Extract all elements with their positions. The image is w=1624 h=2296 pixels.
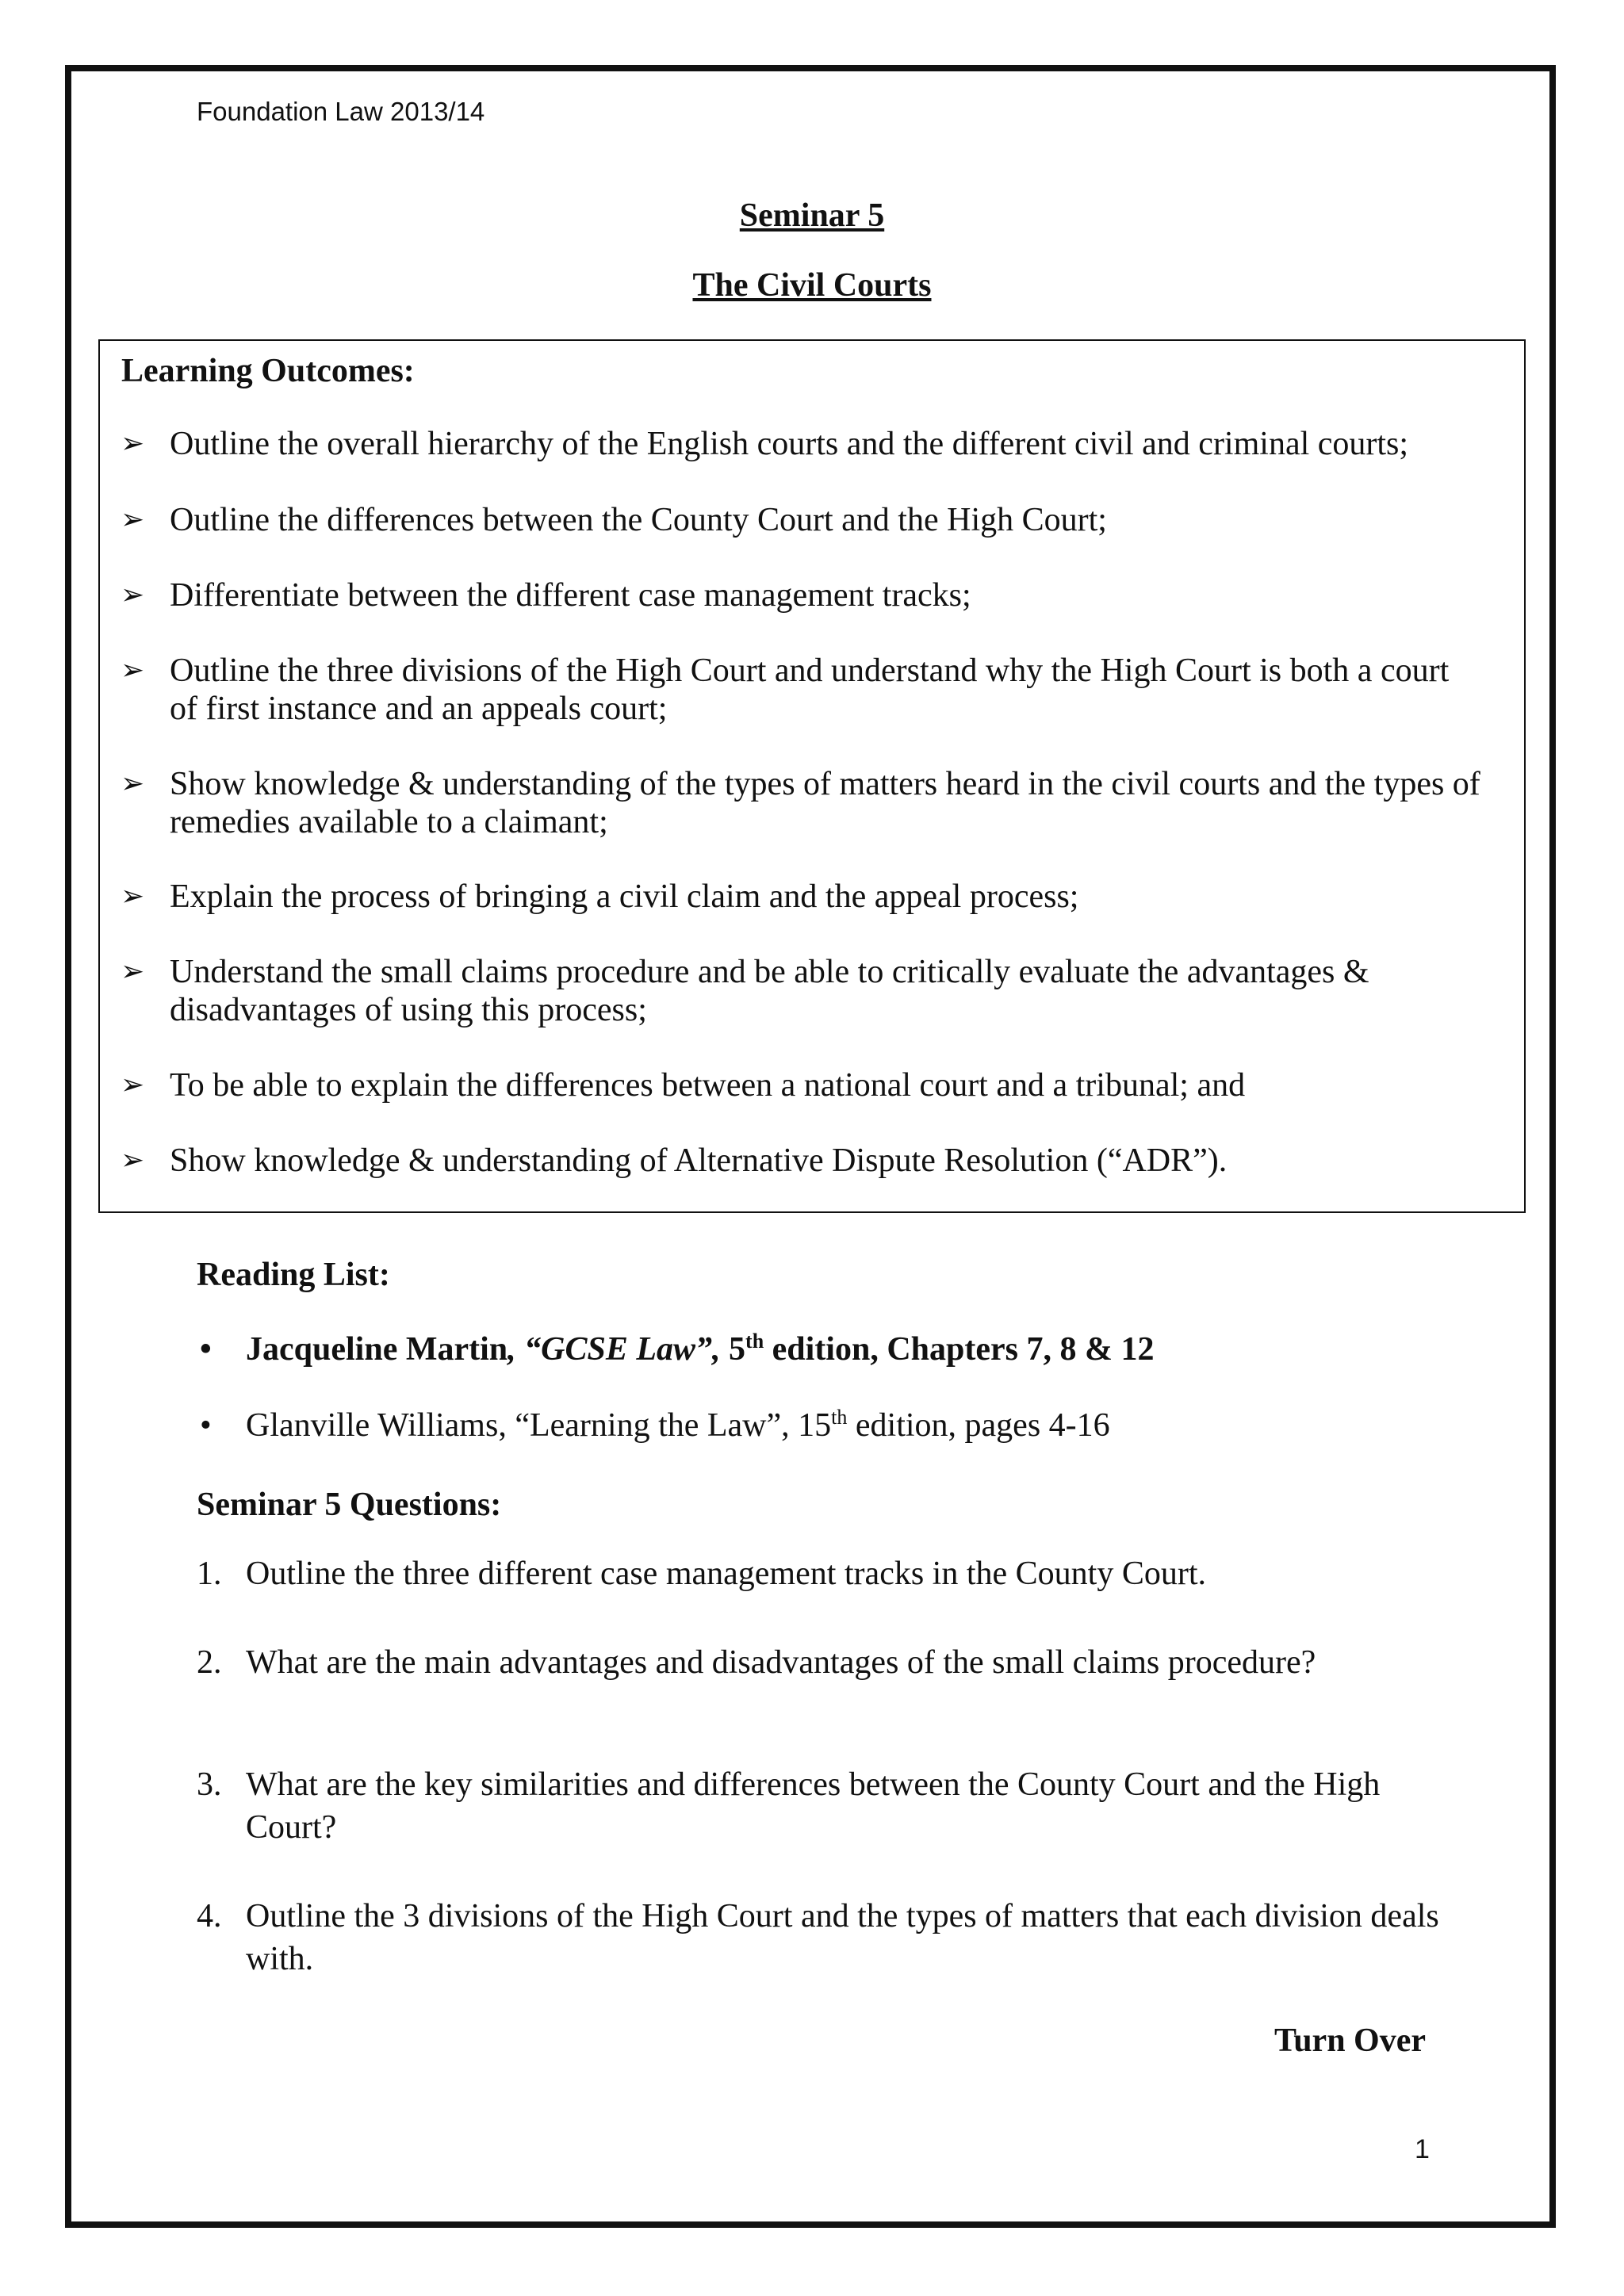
question-text: What are the key similarities and differences between the County Court and the High Court? xyxy=(246,1766,1381,1846)
reading-separator: , xyxy=(498,1407,515,1444)
learning-outcome-item xyxy=(121,1066,1484,1104)
reading-edition-suffix: th xyxy=(745,1330,764,1353)
question-text: Outline the 3 divisions of the High Court and the types of matters that each division deals with. xyxy=(246,1898,1439,1977)
questions-heading: Seminar 5 Questions: xyxy=(197,1487,502,1523)
round-bullet-icon: • xyxy=(200,1407,212,1444)
question-item xyxy=(197,1641,1450,1684)
arrowhead-bullet-icon: ➢ xyxy=(121,1144,145,1177)
reading-details: edition, pages 4-16 xyxy=(847,1407,1110,1444)
reading-details: edition, Chapters 7, 8 & 12 xyxy=(764,1331,1155,1368)
learning-outcome-text: Show knowledge & understanding of Alternative Dispute Resolution (“ADR”). xyxy=(170,1142,1228,1179)
learning-outcome-item xyxy=(121,765,1484,841)
learning-outcome-item xyxy=(121,501,1484,539)
question-number: 1. xyxy=(197,1556,222,1592)
learning-outcome-text: Show knowledge & understanding of the types of matters heard in the civil courts and the types of remedies available to a claimant; xyxy=(170,766,1480,840)
learning-outcome-text: Differentiate between the different case management tracks; xyxy=(170,577,971,614)
arrowhead-bullet-icon: ➢ xyxy=(121,503,145,536)
turn-over-label: Turn Over xyxy=(1274,2022,1426,2059)
arrowhead-bullet-icon: ➢ xyxy=(121,579,145,611)
learning-outcome-text: To be able to explain the differences between a national court and a tribunal; and xyxy=(170,1067,1246,1104)
reading-edition-number: 5 xyxy=(720,1331,746,1368)
question-number: 3. xyxy=(197,1766,222,1803)
question-item xyxy=(197,1895,1450,1980)
reading-author: Glanville Williams xyxy=(246,1407,499,1444)
reading-edition-suffix: th xyxy=(831,1406,848,1429)
question-item xyxy=(197,1552,1450,1595)
arrowhead-bullet-icon: ➢ xyxy=(121,880,145,913)
arrowhead-bullet-icon: ➢ xyxy=(121,767,145,800)
learning-outcome-item xyxy=(121,1142,1484,1180)
question-number: 4. xyxy=(197,1898,222,1934)
question-item xyxy=(197,1763,1450,1849)
learning-outcome-item xyxy=(121,652,1484,728)
learning-outcome-text: Explain the process of bringing a civil claim and the appeal process; xyxy=(170,878,1079,915)
document-header: Foundation Law 2013/14 xyxy=(197,97,485,126)
page-number: 1 xyxy=(1415,2134,1430,2164)
page-subtitle: The Civil Courts xyxy=(692,267,932,304)
learning-outcome-text: Outline the differences between the County Court and the High Court; xyxy=(170,502,1107,538)
question-number: 2. xyxy=(197,1644,222,1681)
learning-outcome-item xyxy=(121,576,1484,614)
learning-outcome-item xyxy=(121,425,1484,463)
reading-book-title: “Learning the Law”, xyxy=(515,1407,790,1444)
reading-separator: , xyxy=(508,1331,525,1368)
reading-author: Jacqueline Martin xyxy=(246,1331,508,1368)
arrowhead-bullet-icon: ➢ xyxy=(121,955,145,988)
reading-list-item xyxy=(200,1405,1508,1446)
learning-outcomes-heading: Learning Outcomes: xyxy=(121,353,415,389)
reading-edition-number: 15 xyxy=(789,1407,832,1444)
reading-list-item xyxy=(200,1329,1508,1370)
page-title: Seminar 5 xyxy=(739,197,885,234)
reading-book-title: “GCSE Law”, xyxy=(524,1331,721,1368)
question-text: What are the main advantages and disadvantages of the small claims procedure? xyxy=(246,1644,1316,1681)
arrowhead-bullet-icon: ➢ xyxy=(121,427,145,460)
learning-outcome-text: Outline the three divisions of the High Court and understand why the High Court is both a court of first instance and an appeals court; xyxy=(170,652,1450,727)
learning-outcome-text: Outline the overall hierarchy of the English courts and the different civil and criminal courts; xyxy=(170,426,1409,462)
question-text: Outline the three different case management tracks in the County Court. xyxy=(246,1556,1207,1592)
learning-outcome-item xyxy=(121,878,1484,916)
arrowhead-bullet-icon: ➢ xyxy=(121,654,145,687)
arrowhead-bullet-icon: ➢ xyxy=(121,1069,145,1101)
learning-outcome-text: Understand the small claims procedure and be able to critically evaluate the advantages & disadvantages of using this process; xyxy=(170,954,1369,1028)
round-bullet-icon: • xyxy=(200,1331,212,1368)
learning-outcome-item xyxy=(121,953,1484,1029)
reading-list-heading: Reading List: xyxy=(197,1257,390,1293)
